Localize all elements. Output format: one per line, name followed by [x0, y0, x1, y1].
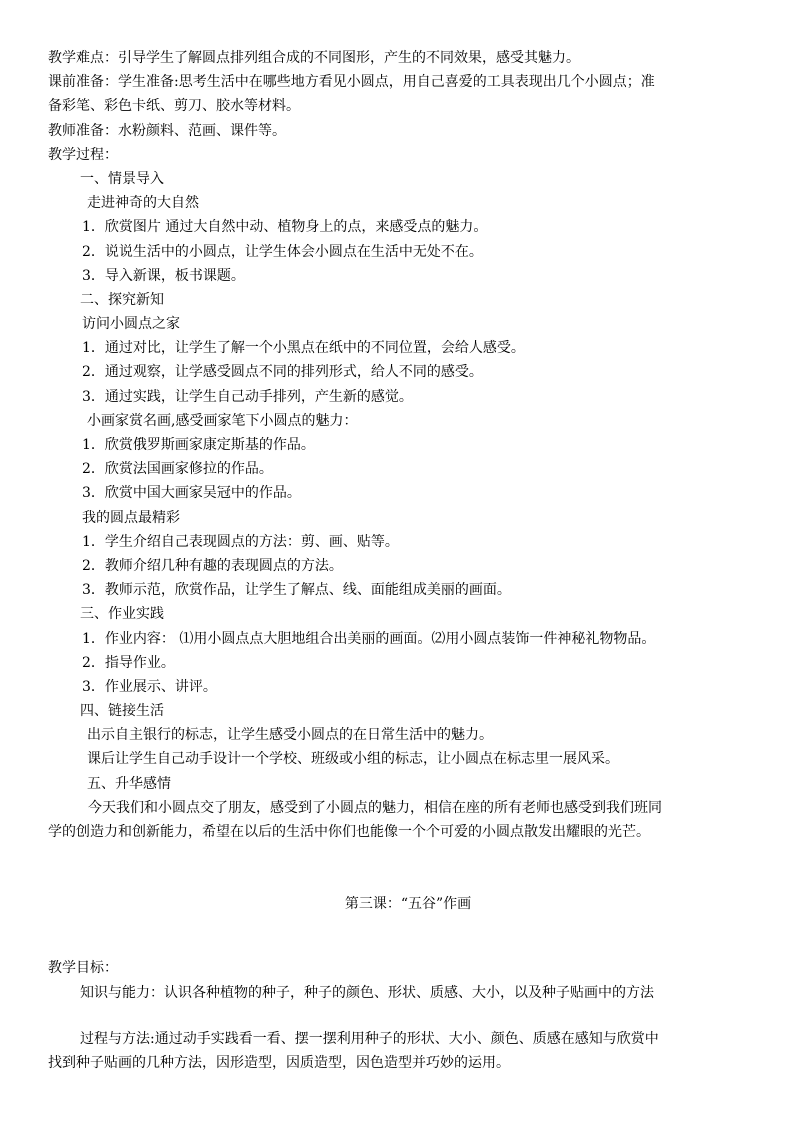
list-item: 1．欣赏俄罗斯画家康定斯基的作品。: [82, 437, 315, 453]
list-item: 3．导入新课，板书课题。: [82, 267, 245, 284]
teaching-difficulty: 教学难点：引导学生了解圆点排列组合成的不同图形，产生的不同效果，感受其魅力。: [48, 50, 580, 66]
list-item: 3．通过实践，让学生自己动手排列，产生新的感觉。: [82, 388, 413, 405]
teacher-prep: 教师准备：水粉颜料、范画、课件等。: [48, 122, 286, 139]
subheading-my-dots: 我的圆点最精彩: [82, 509, 180, 526]
closing-paragraph-line-1: 今天我们和小圆点交了朋友，感受到了小圆点的魅力，相信在座的所有老师也感受到我们班同: [88, 799, 662, 816]
subheading-nature: 走进神奇的大自然: [87, 195, 199, 212]
document-page: [48, 46, 748, 1075]
list-item: 2．教师介绍几种有趣的表现圆点的方法。: [82, 557, 343, 574]
teaching-goals-heading: 教学目标：: [48, 960, 118, 977]
goal-knowledge: 知识与能力：认识各种植物的种子，种子的颜色、形状、质感、大小，以及种子贴画中的方法: [80, 984, 654, 1001]
spacer: [48, 844, 748, 892]
list-item: 1．欣赏图片 通过大自然中动、植物身上的点，来感受点的魅力。: [82, 219, 488, 236]
goal-process-line-1: 过程与方法:通过动手实践看一看、摆一摆利用种子的形状、大小、颜色、质感在感知与欣赏中: [80, 1030, 659, 1047]
list-item: 3．欣赏中国大画家吴冠中的作品。: [82, 485, 301, 502]
spacer: [48, 916, 748, 956]
list-item: 2．通过观察，让学感受圆点不同的排列形式，给人不同的感受。: [82, 364, 483, 381]
section-heading-3: 三、作业实践: [80, 606, 164, 623]
goal-process-line-2: 找到种子贴画的几种方法，因形造型，因质造型，因色造型并巧妙的运用。: [48, 1054, 510, 1071]
pre-class-prep-line-1: 课前准备：学生准备:思考生活中在哪些地方看见小圆点，用自己喜爱的工具表现出几个小圆点；准: [48, 74, 655, 91]
section-heading-2: 二、探究新知: [80, 291, 164, 308]
closing-paragraph-line-2: 学的创造力和创新能力，希望在以后的生活中你们也能像一个个可爱的小圆点散发出耀眼的光芒。: [48, 824, 650, 840]
section-heading-5: 五、升华感情: [87, 775, 171, 792]
section-heading-4: 四、链接生活: [80, 703, 164, 720]
list-item: 2．说说生活中的小圆点，让学生体会小圆点在生活中无处不在。: [82, 243, 483, 260]
paragraph-line: 出示自主银行的标志，让学生感受小圆点的在日常生活中的魅力。: [87, 727, 493, 744]
list-item: 2．指导作业。: [82, 654, 175, 671]
list-item: 3．作业展示、讲评。: [82, 678, 217, 695]
paragraph-line: 课后让学生自己动手设计一个学校、班级或小组的标志，让小圆点在标志里一展风采。: [87, 751, 619, 768]
lesson-title: 第三课：“五谷”作画: [344, 896, 472, 913]
subheading-masterpieces: 小画家赏名画,感受画家笔下小圆点的魅力：: [87, 412, 358, 429]
spacer: [48, 1005, 748, 1027]
list-item: 1．通过对比，让学生了解一个小黑点在纸中的不同位置，会给人感受。: [82, 340, 525, 357]
section-heading-1: 一、情景导入: [80, 170, 164, 187]
list-item: 2．欣赏法国画家修拉的作品。: [82, 461, 273, 478]
subheading-visit: 访问小圆点之家: [82, 316, 180, 333]
list-item: 1．学生介绍自己表现圆点的方法：剪、画、贴等。: [82, 533, 399, 550]
list-item: 3．教师示范，欣赏作品，让学生了解点、线、面能组成美丽的画面。: [82, 582, 511, 599]
list-item: 1．作业内容： ⑴用小圆点点大胆地组合出美丽的画面。⑵用小圆点装饰一件神秘礼物物品。: [82, 630, 656, 647]
teaching-process-heading: 教学过程：: [48, 146, 118, 163]
pre-class-prep-line-2: 备彩笔、彩色卡纸、剪刀、胶水等材料。: [48, 98, 300, 115]
